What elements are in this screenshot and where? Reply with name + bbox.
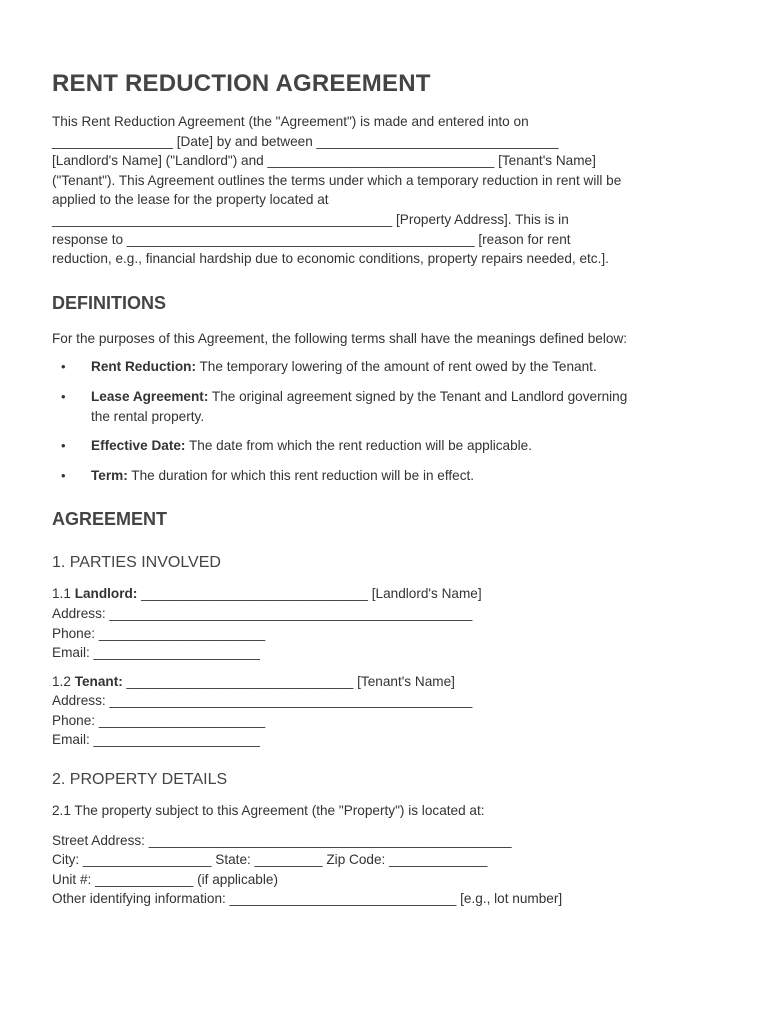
intro-line: response to ______________________________________________ [reason for rent: [52, 231, 571, 247]
landlord-address-field[interactable]: Address: ________________________________________________: [52, 605, 473, 621]
landlord-phone-field[interactable]: Phone: ______________________: [52, 625, 266, 641]
landlord-block: [52, 584, 712, 662]
intro-line: ("Tenant"). This Agreement outlines the terms under which a temporary reduction in rent will be: [52, 172, 622, 188]
property-lead: 2.1 The property subject to this Agreement (the "Property") is located at:: [52, 803, 485, 819]
intro-paragraph: [52, 112, 712, 269]
intro-line: This Rent Reduction Agreement (the "Agreement") is made and entered into on: [52, 114, 529, 129]
tenant-line: [52, 672, 712, 692]
document-title: RENT REDUCTION AGREEMENT: [52, 70, 431, 97]
street-address-field[interactable]: Street Address: ________________________________________________: [52, 832, 512, 848]
other-identifying-field[interactable]: Other identifying information: ______________________________ [e.g., lot number]: [52, 891, 563, 907]
document-page: [52, 68, 712, 909]
definition-item: [52, 387, 712, 426]
definitions-lead: For the purposes of this Agreement, the following terms shall have the meanings defined below:: [52, 330, 628, 346]
landlord-line: [52, 584, 712, 604]
landlord-name-field[interactable]: ______________________________ [Landlord's Name]: [137, 586, 482, 602]
definition-text: The duration for which this rent reduction will be in effect.: [127, 467, 475, 483]
intro-line: [Landlord's Name] ("Landlord") and ______________________________ [Tenant's Name]: [52, 153, 596, 169]
tenant-email-field[interactable]: Email: ______________________: [52, 732, 260, 748]
definition-term: Effective Date:: [91, 438, 186, 454]
definition-term: Lease Agreement:: [91, 388, 209, 404]
tenant-name-field[interactable]: ______________________________ [Tenant's Name]: [122, 673, 455, 689]
landlord-email-field[interactable]: Email: ______________________: [52, 645, 260, 661]
definitions-list: [52, 357, 712, 485]
intro-line: applied to the lease for the property located at: [52, 192, 329, 208]
intro-line: ________________ [Date] by and between ________________________________: [52, 133, 559, 149]
tenant-phone-field[interactable]: Phone: ______________________: [52, 712, 266, 728]
intro-line: _____________________________________________ [Property Address]. This is in: [52, 211, 569, 227]
definition-item: [52, 357, 712, 377]
definition-text: The date from which the rent reduction will be applicable.: [185, 438, 533, 454]
definition-item: [52, 466, 712, 486]
definition-text: The original agreement signed by the Tenant and Landlord governing: [208, 388, 628, 404]
tenant-label: Tenant:: [74, 673, 123, 689]
bullet-icon: •: [61, 388, 66, 404]
landlord-prefix: 1.1: [52, 586, 75, 602]
property-heading: 2. PROPERTY DETAILS: [52, 771, 228, 789]
unit-field[interactable]: Unit #: _____________ (if applicable): [52, 871, 278, 887]
definition-term: Rent Reduction:: [91, 359, 196, 375]
bullet-icon: •: [61, 467, 66, 483]
definition-term: Term:: [91, 467, 128, 483]
property-fields: [52, 831, 712, 909]
definitions-heading: DEFINITIONS: [52, 292, 167, 313]
tenant-block: [52, 672, 712, 750]
definition-item: [52, 436, 712, 456]
agreement-heading: AGREEMENT: [52, 509, 168, 530]
tenant-address-field[interactable]: Address: ________________________________________________: [52, 693, 473, 709]
bullet-icon: •: [61, 359, 66, 375]
tenant-prefix: 1.2: [52, 673, 75, 689]
landlord-label: Landlord:: [74, 586, 138, 602]
city-state-zip-field[interactable]: City: _________________ State: _________ Zip Code: _____________: [52, 852, 488, 868]
parties-heading: 1. PARTIES INVOLVED: [52, 554, 221, 572]
bullet-icon: •: [61, 438, 66, 454]
definition-text: The temporary lowering of the amount of rent owed by the Tenant.: [195, 359, 597, 375]
definition-text-continued: the rental property.: [91, 408, 205, 424]
intro-line: reduction, e.g., financial hardship due to economic conditions, property repairs needed, etc.].: [52, 251, 609, 267]
